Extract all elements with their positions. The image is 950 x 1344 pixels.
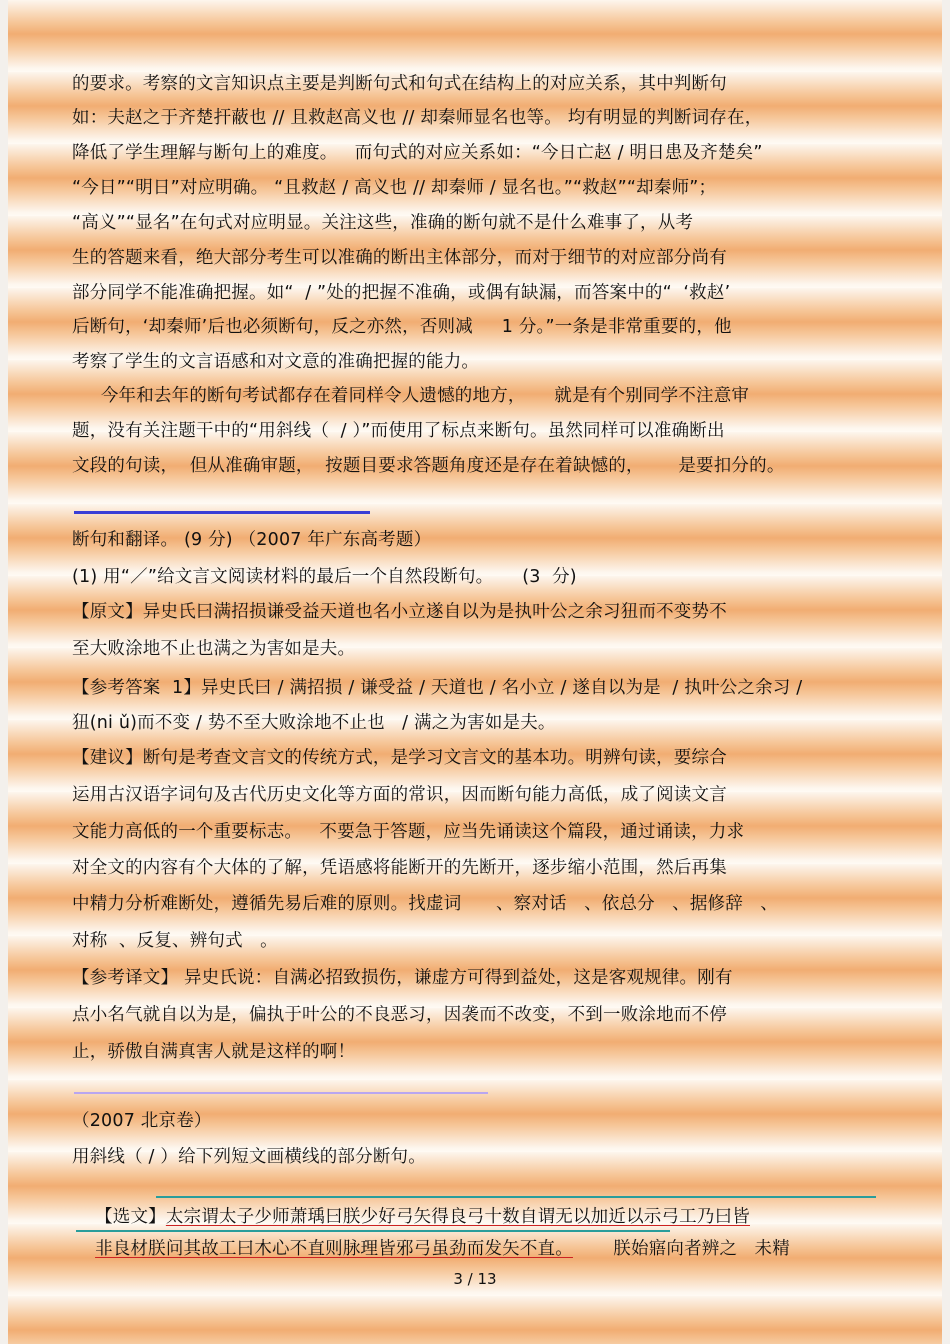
underlined-passage: 太宗谓太子少师萧瑀曰朕少好弓矢得良弓十数自谓无以加近以示弓工乃曰皆 (165, 1207, 750, 1227)
paragraph-line: 【原文】异史氏曰满招损谦受益天道也名小立遂自以为是执叶公之余习狃而不变势不 (72, 602, 727, 622)
passage-tail: 朕始寤向者辨之 未精 (572, 1239, 790, 1259)
paragraph-line: 【参考译文】 异史氏说：自满必招致损伤，谦虚方可得到益处，这是客观规律。刚有 (72, 968, 733, 988)
page-number: 3 / 13 (453, 1270, 497, 1288)
underlined-passage: 非良材朕问其故工曰木心不直则脉理皆邪弓虽劲而发矢不直。 (95, 1239, 573, 1259)
paragraph-line: 生的答题来看，绝大部分考生可以准确的断出主体部分，而对于细节的对应部分尚有 (72, 248, 727, 268)
exercise-heading: 断句和翻译。 (9 分) （2007 年广东高考题） (72, 530, 432, 550)
exercise-source: （2007 北京卷） (72, 1111, 212, 1131)
paragraph-line: 中精力分析难断处，遵循先易后难的原则。找虚词 、察对话 、依总分 、据修辞 、 (72, 894, 778, 914)
paragraph-line: 今年和去年的断句考试都存在着同样令人遗憾的地方， 就是有个别同学不注意审 (72, 386, 750, 406)
paragraph-line: (1) 用“／”给文言文阅读材料的最后一个自然段断句。 (3 分) (72, 567, 577, 587)
underline-mark (76, 1230, 670, 1232)
paragraph-line: 狃(ni ǔ)而不变 / 势不至大败涂地不止也 / 满之为害如是夫。 (72, 713, 556, 733)
paragraph-line: 降低了学生理解与断句上的难度。 而句式的对应关系如：“今日亡赵 / 明日患及齐楚矣” (72, 143, 763, 163)
paragraph-line: 文能力高低的一个重要标志。 不要急于答题，应当先诵读这个篇段，通过诵读，力求 (72, 822, 745, 842)
paragraph-line: 后断句，‘却秦师’后也必须断句，反之亦然，否则减 1 分。”一条是非常重要的，他 (72, 317, 732, 337)
selected-text-label: 【选文】 (95, 1207, 166, 1227)
section-divider (74, 1092, 488, 1094)
paragraph-line: 【参考答案 1】异史氏曰 / 满招损 / 谦受益 / 天道也 / 名小立 / 遂自以为是 / 执叶公之余习 / (72, 678, 803, 698)
paragraph-line: 文段的句读， 但从准确审题， 按题目要求答题角度还是存在着缺憾的， 是要扣分的。 (72, 456, 785, 476)
section-divider (74, 511, 370, 514)
paragraph-line: 的要求。考察的文言知识点主要是判断句式和句式在结构上的对应关系，其中判断句 (72, 74, 727, 94)
page-edge-left (0, 0, 8, 1344)
paragraph-line: 【建议】断句是考查文言文的传统方式，是学习文言文的基本功。明辨句读，要综合 (72, 748, 727, 768)
paragraph-line: 至大败涂地不止也满之为害如是夫。 (72, 639, 356, 659)
paragraph-line: 运用古汉语字词句及古代历史文化等方面的常识，因而断句能力高低，成了阅读文言 (72, 785, 727, 805)
page-edge-right (942, 0, 950, 1344)
paragraph-line: “高义”“显名”在句式对应明显。关注这些，准确的断句就不是什么难事了，从考 (72, 213, 694, 233)
paragraph-line: 对称 、反复、辨句式 。 (72, 931, 278, 951)
paragraph-line: 止，骄傲自满真害人就是这样的啊！ (72, 1042, 356, 1062)
underline-mark (156, 1196, 876, 1198)
paragraph-line: 考察了学生的文言语感和对文意的准确把握的能力。 (72, 352, 480, 372)
paragraph-line: 如：夫赵之于齐楚扞蔽也 // 且救赵高义也 // 却秦师显名也等。 均有明显的判断词存在， (72, 108, 763, 128)
paragraph-line: 点小名气就自以为是，偏执于叶公的不良恶习，因袭而不改变，不到一败涂地而不停 (72, 1005, 727, 1025)
paragraph-line: 部分同学不能准确把握。如“ / ”处的把握不准确，或偶有缺漏，而答案中的“ ‘救赵’ (72, 283, 731, 303)
paragraph-line: “今日”“明日”对应明确。 “且救赵 / 高义也 // 却秦师 / 显名也。”“救赵”“却秦师”； (72, 178, 717, 198)
paragraph-line: 对全文的内容有个大体的了解，凭语感将能断开的先断开，逐步缩小范围，然后再集 (72, 858, 727, 878)
paragraph-line: 题，没有关注题干中的“用斜线（ / ）”而使用了标点来断句。虽然同样可以准确断出 (72, 421, 725, 441)
exercise-instruction: 用斜线（ / ）给下列短文画横线的部分断句。 (72, 1147, 426, 1167)
